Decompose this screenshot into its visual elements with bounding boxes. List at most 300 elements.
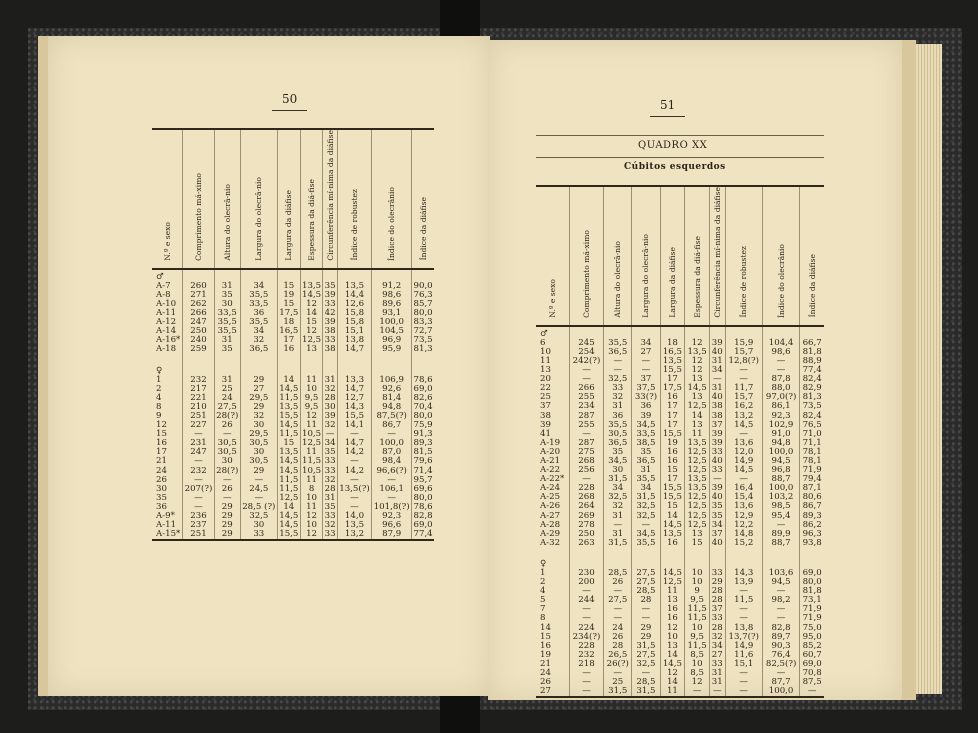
table-cell: — — [240, 494, 277, 503]
table-cell: 28 — [324, 392, 336, 403]
table-cell: 14,5 — [685, 384, 710, 393]
table-cell: 11,5 — [725, 596, 762, 605]
table-cell: 37 — [709, 605, 725, 614]
table-cell: 71,9 — [800, 605, 824, 614]
table-cell: 87,8 — [762, 375, 799, 384]
table-cell: A-26 — [540, 501, 561, 512]
table-cell: — — [240, 476, 277, 485]
table-cell: 16 — [660, 614, 685, 623]
table-cell: — — [762, 521, 799, 530]
table-cell: 35,5 — [214, 327, 240, 336]
table-cell: 28 — [324, 483, 336, 494]
table-cell: 10 — [685, 660, 710, 669]
table-cell: 31,5 — [604, 475, 632, 484]
table-cell: — — [685, 687, 710, 697]
table-cell: 13,5 — [337, 282, 371, 291]
table-cell: 69,6 — [413, 483, 433, 494]
table-cell: 234 — [569, 402, 603, 411]
table-cell: 254 — [569, 348, 603, 357]
table-cell: 15,5 — [337, 412, 371, 421]
table-cell: 88,9 — [800, 357, 824, 366]
table-cell: 14,5 — [660, 660, 685, 669]
table-cell: 34 — [604, 484, 632, 493]
table-cell: 32 — [709, 633, 725, 642]
table-cell: 255 — [569, 421, 603, 430]
table-cell: 94,8 — [372, 403, 412, 412]
table-cell: 12,6 — [337, 300, 371, 309]
table-cell: — — [709, 475, 725, 484]
table-cell: 12,0 — [725, 448, 762, 457]
table-cell: 40 — [709, 348, 725, 357]
table-cell: 15,1 — [337, 327, 371, 336]
table-cell: 98,5 — [762, 502, 799, 511]
table-cell: 11,5 — [685, 614, 710, 623]
table-cell: 13 — [660, 596, 685, 605]
table-cell: 11 — [300, 476, 323, 485]
spacer-cell — [214, 364, 240, 376]
table-cell: 14,0 — [337, 512, 371, 521]
spacer-cell — [632, 326, 660, 339]
table-cell: 12,5 — [685, 448, 710, 457]
table-cell: 275 — [569, 448, 603, 457]
table-row — [536, 687, 824, 697]
table-cell: 31 — [709, 357, 725, 366]
table-cell: 33 — [240, 530, 277, 540]
table-cell: 72,7 — [413, 326, 433, 337]
table-cell: 81,8 — [800, 348, 824, 357]
table-cell: A-22 — [540, 465, 561, 476]
table-cell: 17,5 — [660, 384, 685, 393]
table-cell: 244 — [569, 596, 603, 605]
table-cell: — — [762, 587, 799, 596]
table-cell: 13 — [300, 345, 323, 354]
table-cell: 4 — [156, 392, 162, 403]
table-cell: 31 — [324, 492, 336, 503]
table-cell: 26(?) — [604, 660, 632, 669]
table-cell: 95,9 — [372, 345, 412, 354]
table-cell: 19 — [540, 649, 551, 660]
table-cell: 85,2 — [800, 642, 824, 651]
table-cell: 11,5 — [302, 456, 322, 467]
table-cell: 17 — [660, 375, 685, 384]
table-cell: 262 — [183, 300, 215, 309]
table-cell: 40 — [709, 539, 725, 548]
table-cell: 14,5 — [279, 465, 299, 476]
table-cell: 26 — [540, 677, 551, 688]
table-cell: 30,5 — [214, 439, 240, 448]
table-cell: — — [337, 494, 371, 503]
table-cell: 92,3 — [372, 512, 412, 521]
table-cell: 12,5 — [279, 492, 299, 503]
table-cell: 39 — [324, 289, 336, 300]
table-cell: 251 — [183, 530, 215, 540]
table-cell: 250 — [569, 530, 603, 539]
table-cell: 16 — [540, 640, 551, 651]
spacer-cell — [372, 269, 412, 282]
table-cell: 77,4 — [413, 529, 433, 540]
table-cell: 28,5 — [604, 569, 632, 578]
table-cell: — — [604, 357, 632, 366]
table-cell: 30 — [240, 521, 277, 530]
spacer-cell — [152, 355, 183, 364]
column-header — [725, 186, 762, 326]
spacer-cell — [277, 364, 300, 376]
table-cell: — — [569, 678, 603, 687]
table-cell: 6 — [540, 337, 546, 348]
table-cell: 33 — [709, 614, 725, 623]
table-cell: 89,3 — [413, 438, 433, 449]
table-cell: 82,6 — [413, 392, 433, 403]
sex-group-row — [152, 269, 434, 282]
table-cell: 15,8 — [337, 318, 371, 327]
table-cell: 100,0 — [762, 448, 799, 457]
table-cell: 38 — [709, 412, 725, 421]
group-spacer — [536, 548, 824, 557]
table-cell: 27 — [540, 686, 551, 697]
table-cell: 11 — [660, 587, 685, 596]
table-cell: 13 — [660, 642, 685, 651]
table-cell: 12 — [660, 624, 685, 633]
table-cell: 36 — [604, 412, 632, 421]
table-cell: 31 — [709, 384, 725, 393]
table-cell: — — [725, 687, 762, 697]
table-cell: 13,6 — [725, 439, 762, 448]
table-cell: 26 — [214, 421, 240, 430]
table-cell: 40 — [709, 493, 725, 502]
table-cell: 37 — [540, 401, 551, 412]
table-cell: 80,0 — [800, 578, 824, 587]
table-cell: 13,5 — [685, 348, 710, 357]
table-cell: 15,1 — [725, 660, 762, 669]
sex-symbol: ♂ — [540, 328, 548, 339]
table-cell: 14,5 — [279, 383, 299, 394]
table-cell: 33 — [709, 448, 725, 457]
spacer-cell — [709, 548, 725, 557]
table-cell: 15,5 — [279, 410, 299, 421]
table-cell: 81,3 — [800, 393, 824, 402]
table-cell: 31,5 — [632, 642, 660, 651]
table-cell: 87,9 — [372, 530, 412, 540]
table-cell: 35,5 — [240, 291, 277, 300]
table-cell: 102,9 — [762, 421, 799, 430]
table-cell: — — [632, 605, 660, 614]
table-cell: 89,9 — [762, 530, 799, 539]
table-cell: 38,5 — [632, 439, 660, 448]
table-cell: 106,9 — [372, 376, 412, 385]
table-cell: 13 — [685, 530, 710, 539]
table-cell: 81,3 — [413, 344, 433, 355]
table-cell: 87,0 — [372, 448, 412, 457]
table-cell: 94,8 — [762, 439, 799, 448]
table-cell: 14 — [660, 678, 685, 687]
column-header — [569, 186, 603, 326]
table-cell: 100,0 — [762, 687, 799, 697]
table-cell: 34,5 — [604, 457, 632, 466]
table-cell: 14,3 — [337, 403, 371, 412]
table-cell: 19 — [660, 439, 685, 448]
table-cell: A-18 — [156, 344, 177, 355]
table-cell: 33 — [324, 529, 336, 540]
table-cell: 14 — [300, 309, 323, 318]
spacer-cell — [604, 326, 632, 339]
table-cell: 15 — [660, 466, 685, 475]
table-cell: 73,5 — [800, 402, 824, 411]
table-cell: 69,0 — [413, 520, 433, 531]
table-cell: 92,3 — [762, 412, 799, 421]
table-cell: — — [569, 605, 603, 614]
table-cell: 32 — [240, 412, 277, 421]
column-header-label: Largura da diáfise — [284, 189, 294, 261]
table-cell: — — [604, 587, 632, 596]
table-cell: 9,5 — [300, 403, 323, 412]
table-cell: — — [800, 687, 824, 697]
column-header-label: Índice do olecrânio — [387, 186, 397, 261]
table-cell: — — [604, 521, 632, 530]
table-cell: 28(?) — [216, 465, 239, 476]
table-cell: A-19 — [540, 437, 561, 448]
table-cell: 227 — [183, 421, 215, 430]
table-cell: 28 — [709, 587, 725, 596]
table-cell: 30 — [604, 466, 632, 475]
table-cell: A-11 — [156, 520, 177, 531]
table-cell: 29 — [214, 530, 240, 540]
table-cell: 16 — [660, 539, 685, 548]
title-rule-middle — [536, 157, 824, 158]
table-cell: 11 — [540, 355, 551, 366]
table-cell: 93,8 — [800, 539, 824, 548]
table-cell: 95,0 — [800, 633, 824, 642]
table-cell: 24 — [156, 465, 167, 476]
table-cell: 104,4 — [762, 339, 799, 348]
table-cell: — — [762, 366, 799, 375]
table-cell: 27,5 — [632, 651, 660, 660]
table-cell: 37 — [632, 375, 660, 384]
table-cell: 14,2 — [337, 467, 371, 476]
table-cell: 98,2 — [762, 596, 799, 605]
table-cell: 70,4 — [413, 401, 433, 412]
table-cell: 13,2 — [337, 530, 371, 540]
table-cell: — — [569, 475, 603, 484]
table-cell: 25 — [214, 385, 240, 394]
table-cell: 82,4 — [800, 375, 824, 384]
table-cell: 11,7 — [725, 384, 762, 393]
table-cell: — — [337, 457, 371, 466]
table-title: QUADRO XX — [638, 140, 708, 151]
table-cell: 31,5 — [604, 539, 632, 548]
title-rule-top — [536, 135, 824, 136]
table-cell: 245 — [569, 339, 603, 348]
table-cell: 14 — [660, 512, 685, 521]
table-cell: — — [632, 357, 660, 366]
table-cell: 71,1 — [800, 439, 824, 448]
table-cell: 75,0 — [800, 624, 824, 633]
table-cell: 24 — [214, 394, 240, 403]
table-cell: 38 — [540, 410, 551, 421]
table-cell: 11 — [685, 430, 710, 439]
spacer-cell — [569, 326, 603, 339]
table-cell: 69,0 — [800, 569, 824, 578]
table-cell: 228 — [569, 484, 603, 493]
column-header — [214, 129, 240, 269]
table-cell: 79,4 — [800, 475, 824, 484]
table-cell: 28,5 — [632, 678, 660, 687]
table-cell: 12,5 — [685, 402, 710, 411]
table-cell: 29 — [240, 467, 277, 476]
column-header — [762, 186, 799, 326]
table-cell: 259 — [183, 345, 215, 354]
table-cell: 12 — [300, 530, 323, 540]
table-cell: A-7 — [156, 280, 171, 291]
table-cell: 34 — [240, 282, 277, 291]
table-cell: 14,5 — [725, 466, 762, 475]
table-cell: 14 — [277, 503, 300, 512]
table-cell: — — [569, 587, 603, 596]
table-cell: 82,8 — [413, 511, 433, 522]
column-header — [632, 186, 660, 326]
table-cell: 34 — [632, 484, 660, 493]
table-cell: — — [725, 430, 762, 439]
table-cell: 14,5 — [279, 511, 299, 522]
table-cell: 17 — [660, 402, 685, 411]
table-cell: 39 — [709, 439, 725, 448]
table-cell: 35,5 — [240, 318, 277, 327]
table-cell: 36 — [240, 309, 277, 318]
table-cell: — — [762, 357, 799, 366]
table-cell: 14,5 — [279, 456, 299, 467]
table-cell: 8 — [156, 401, 162, 412]
table-cell: 79,6 — [413, 456, 433, 467]
table-cell: 2 — [540, 577, 546, 588]
table-cell: 200 — [569, 578, 603, 587]
table-cell: 37,5 — [632, 384, 660, 393]
table-cell: 98,4 — [372, 457, 412, 466]
table-cell: 89,6 — [372, 300, 412, 309]
table-cell: 30 — [240, 421, 277, 430]
table-cell: 60,7 — [800, 651, 824, 660]
spacer-cell — [412, 364, 434, 376]
table-cell: — — [372, 476, 412, 485]
table-cell: 232 — [183, 376, 215, 385]
table-cell: — — [183, 503, 215, 512]
column-header — [604, 186, 632, 326]
table-cell: 88,0 — [762, 384, 799, 393]
table-cell: 12,2 — [725, 521, 762, 530]
table-cell: 96,8 — [762, 466, 799, 475]
table-cell: 266 — [183, 309, 215, 318]
table-cell: 35 — [604, 448, 632, 457]
table-cell: 100,0 — [762, 484, 799, 493]
table-cell: 12 — [660, 669, 685, 678]
column-header-label: Largura do olecrâ-nio — [641, 233, 651, 318]
table-cell: 287 — [569, 439, 603, 448]
table-cell: 27 — [709, 651, 725, 660]
table-cell: 9,5 — [685, 633, 710, 642]
table-cell: 11,5 — [279, 392, 299, 403]
table-cell: 32 — [604, 502, 632, 511]
table-cell: 15 — [156, 429, 167, 440]
table-cell: 91,0 — [762, 430, 799, 439]
table-cell: 13 — [540, 365, 551, 376]
table-cell: 14,7 — [337, 345, 371, 354]
table-cell: 8 — [540, 613, 546, 624]
table-cell: — — [725, 605, 762, 614]
table-cell: 96,6 — [372, 521, 412, 530]
table-cell: — — [337, 430, 371, 439]
column-header-label: Índice de robustez — [739, 246, 749, 318]
table-cell: 14,9 — [725, 457, 762, 466]
table-cell: — — [569, 375, 603, 384]
table-cell: 11 — [300, 448, 323, 457]
table-cell: 27,5 — [632, 578, 660, 587]
spacer-cell — [300, 269, 323, 282]
table-cell: 14,9 — [725, 642, 762, 651]
table-cell: 13,5 — [279, 401, 299, 412]
table-cell: — — [725, 366, 762, 375]
spacer-cell — [725, 548, 762, 557]
table-cell: 33 — [324, 456, 336, 467]
table-cell: 39 — [540, 419, 551, 430]
table-cell: 9,5 — [685, 596, 710, 605]
spacer-cell — [536, 548, 569, 557]
table-cell: 10 — [540, 346, 551, 357]
table-cell: 12 — [156, 420, 167, 431]
table-cell: 77,4 — [800, 366, 824, 375]
table-cell: 101,8(?) — [372, 503, 412, 512]
table-cell: 32,5 — [632, 502, 660, 511]
table-cell: 25 — [540, 392, 551, 403]
table-cell: 15 — [277, 282, 300, 291]
table-cell: 86,2 — [800, 521, 824, 530]
spacer-cell — [685, 326, 710, 339]
table-cell: 39 — [709, 430, 725, 439]
table-cell: 10 — [685, 578, 710, 587]
table-cell: 40 — [709, 457, 725, 466]
table-cell: 87,7 — [762, 678, 799, 687]
table-cell: 15 — [660, 502, 685, 511]
spacer-cell — [604, 548, 632, 557]
table-cell: 16,5 — [660, 348, 685, 357]
table-cell: — — [762, 614, 799, 623]
table-cell: A-32 — [540, 537, 561, 548]
spacer-cell — [762, 548, 799, 557]
table-cell: 14,7 — [337, 385, 371, 394]
table-cell: 92,6 — [372, 385, 412, 394]
table-cell: 29 — [240, 403, 277, 412]
table-cell: 76,3 — [413, 289, 433, 300]
table-cell: 2 — [156, 383, 162, 394]
table-cell: — — [569, 669, 603, 678]
table-cell: 13,5 — [685, 475, 710, 484]
table-cell: 25 — [604, 678, 632, 687]
table-cell: 90,3 — [762, 642, 799, 651]
table-cell: 28 — [709, 596, 725, 605]
column-header-label: Índice do olecrânio — [776, 243, 786, 318]
table-cell: 34 — [709, 366, 725, 375]
table-cell: 31 — [604, 530, 632, 539]
table-cell: 16 — [156, 438, 167, 449]
table-cell: 73,5 — [413, 335, 433, 346]
right-measurement-table — [536, 185, 824, 698]
table-cell: 15 — [540, 631, 551, 642]
table-cell: 224 — [569, 624, 603, 633]
table-cell: 236 — [183, 512, 215, 521]
table-cell: 32 — [240, 336, 277, 345]
table-cell: 82,8 — [762, 624, 799, 633]
table-cell: 11,5 — [279, 483, 299, 494]
group-spacer — [152, 355, 434, 364]
table-cell: 82,4 — [800, 412, 824, 421]
table-cell: 35,5 — [632, 475, 660, 484]
